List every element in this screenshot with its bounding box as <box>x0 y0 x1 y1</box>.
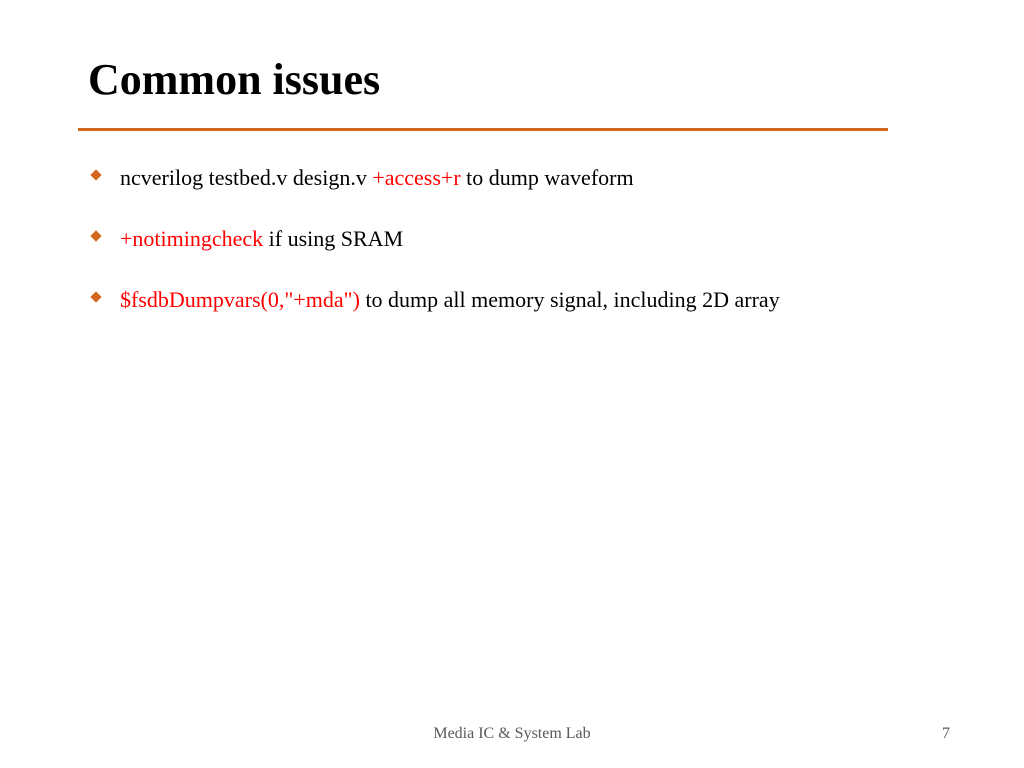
title-underline <box>78 128 888 131</box>
bullet-item-1 <box>90 162 850 193</box>
diamond-bullet-icon <box>90 230 101 241</box>
bullet-text: to dump waveform <box>460 165 634 190</box>
bullet-list <box>90 162 850 345</box>
footer-text: Media IC & System Lab <box>433 725 591 742</box>
diamond-bullet-icon <box>90 169 101 180</box>
highlight-text: +notimingcheck <box>120 226 264 251</box>
highlight-text: $fsdbDumpvars(0,"+mda") <box>120 287 360 312</box>
diamond-bullet-icon <box>90 291 101 302</box>
bullet-text: to dump all memory signal, including 2D array <box>359 287 780 312</box>
bullet-text: if using SRAM <box>263 226 404 251</box>
slide-title: Common issues <box>88 55 381 104</box>
page-number: 7 <box>942 725 950 742</box>
bullet-item-2 <box>90 223 850 254</box>
bullet-text: ncverilog testbed.v design.v <box>120 165 373 190</box>
highlight-text: +access+r <box>372 165 461 190</box>
bullet-item-3 <box>90 284 850 315</box>
